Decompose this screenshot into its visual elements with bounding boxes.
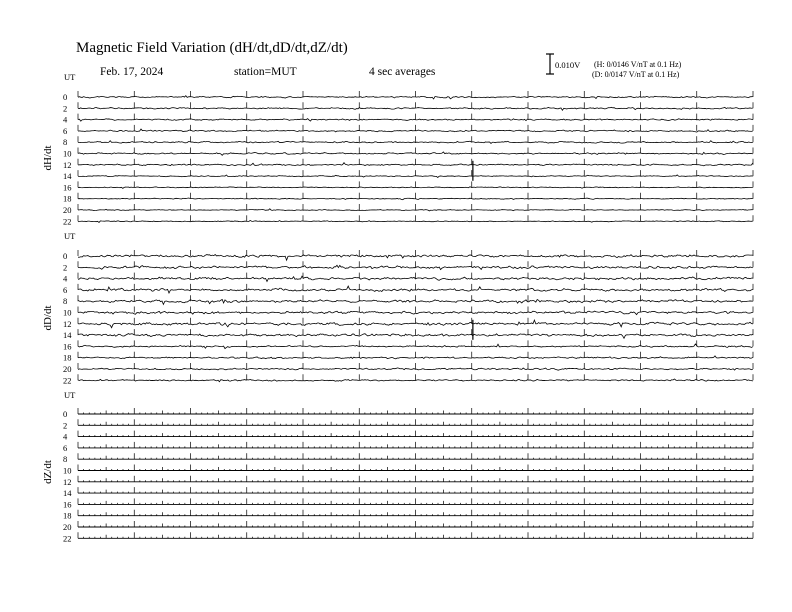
averaging-label: 4 sec averages — [369, 66, 436, 78]
row-hour-label: 8 — [63, 296, 68, 307]
row-hour-label: 0 — [63, 92, 68, 102]
row-hour-label: 18 — [63, 352, 72, 363]
scale-bar-value: 0.010V — [555, 60, 581, 70]
ut-axis-label: UT — [64, 390, 76, 400]
row-hour-label: 0 — [63, 251, 68, 261]
ut-axis-label: UT — [64, 231, 76, 241]
row-hour-label: 10 — [63, 307, 72, 318]
row-hour-label: 4 — [63, 114, 68, 125]
row-hour-label: 20 — [63, 522, 72, 532]
row-hour-label: 8 — [63, 137, 68, 148]
row-hour-label: 0 — [63, 409, 68, 419]
row-hour-label: 16 — [63, 182, 72, 193]
date-label: Feb. 17, 2024 — [100, 66, 164, 78]
row-hour-label: 4 — [63, 431, 68, 442]
row-hour-label: 12 — [63, 318, 72, 329]
panel-ylabel: dH/dt — [42, 145, 54, 171]
station-label: station=MUT — [234, 66, 297, 78]
row-hour-label: 8 — [63, 454, 68, 465]
row-hour-label: 20 — [63, 364, 72, 374]
row-hour-label: 14 — [63, 171, 72, 182]
row-hour-label: 10 — [63, 465, 72, 476]
row-hour-label: 14 — [63, 330, 72, 341]
row-hour-label: 6 — [63, 284, 68, 295]
row-hour-label: 10 — [63, 148, 72, 159]
scale-h-sensitivity: (H: 0/0146 V/nT at 0.1 Hz) — [594, 60, 682, 69]
chart-title: Magnetic Field Variation (dH/dt,dD/dt,dZ/dt) — [76, 40, 348, 56]
panel-ylabel: dZ/dt — [42, 460, 54, 484]
row-hour-label: 2 — [63, 420, 68, 431]
row-hour-label: 6 — [63, 125, 68, 136]
row-hour-label: 2 — [63, 262, 68, 273]
row-hour-label: 20 — [63, 205, 72, 215]
row-hour-label: 22 — [63, 533, 72, 544]
row-hour-label: 14 — [63, 488, 72, 499]
row-hour-label: 16 — [63, 341, 72, 352]
row-hour-label: 4 — [63, 273, 68, 284]
row-hour-label: 18 — [63, 510, 72, 521]
row-hour-label: 2 — [63, 103, 68, 114]
row-hour-label: 12 — [63, 476, 72, 487]
row-hour-label: 22 — [63, 216, 72, 227]
row-hour-label: 6 — [63, 442, 68, 453]
row-hour-label: 12 — [63, 159, 72, 170]
row-hour-label: 22 — [63, 375, 72, 386]
ut-axis-label: UT — [64, 72, 76, 82]
row-hour-label: 16 — [63, 499, 72, 510]
scale-d-sensitivity: (D: 0/0147 V/nT at 0.1 Hz) — [592, 70, 680, 79]
row-hour-label: 18 — [63, 193, 72, 204]
panel-ylabel: dD/dt — [42, 305, 54, 331]
